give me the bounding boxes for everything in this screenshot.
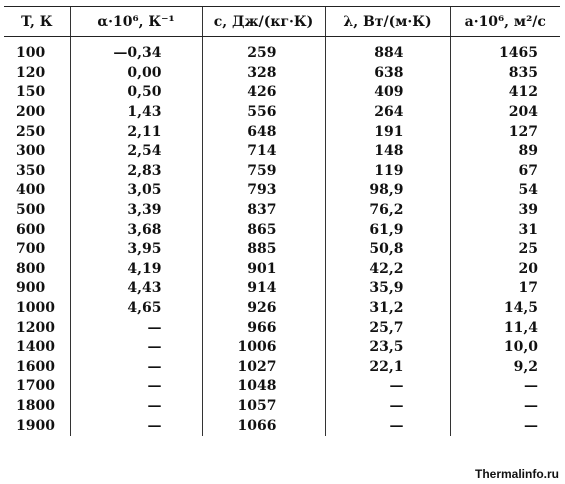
cell-thermal-conductivity: 31,2 <box>325 299 450 319</box>
cell-heat-capacity: 926 <box>202 299 325 319</box>
cell-thermal-conductivity: 25,7 <box>325 318 450 338</box>
cell-thermal-conductivity: 76,2 <box>325 201 450 221</box>
cell-thermal-conductivity: 638 <box>325 64 450 84</box>
cell-thermal-diffusivity: 9,2 <box>450 358 560 378</box>
header-temperature: T, К <box>4 7 70 37</box>
cell-heat-capacity: 648 <box>202 122 325 142</box>
cell-thermal-conductivity: 98,9 <box>325 181 450 201</box>
table-row <box>4 279 560 299</box>
cell-expansion-coefficient: —0,34 <box>70 37 202 64</box>
cell-heat-capacity: 901 <box>202 260 325 280</box>
cell-heat-capacity: 966 <box>202 318 325 338</box>
cell-expansion-coefficient: 3,39 <box>70 201 202 221</box>
table-row <box>4 64 560 84</box>
cell-thermal-diffusivity: 31 <box>450 220 560 240</box>
cell-temperature: 150 <box>16 84 46 101</box>
cell-thermal-conductivity: 23,5 <box>325 338 450 358</box>
cell-temperature: 350 <box>16 162 46 179</box>
cell-temperature: 1600 <box>16 358 55 375</box>
cell-thermal-conductivity: 50,8 <box>325 240 450 260</box>
table-row <box>4 338 560 358</box>
cell-thermal-diffusivity: 20 <box>450 260 560 280</box>
cell-heat-capacity: 865 <box>202 220 325 240</box>
cell-expansion-coefficient: 1,43 <box>70 103 202 123</box>
cell-thermal-diffusivity: 14,5 <box>450 299 560 319</box>
cell-temperature: 800 <box>16 260 46 277</box>
cell-thermal-conductivity: — <box>325 416 450 436</box>
cell-temperature: 1700 <box>16 378 55 395</box>
cell-expansion-coefficient: 3,05 <box>70 181 202 201</box>
cell-thermal-conductivity: 35,9 <box>325 279 450 299</box>
cell-thermal-diffusivity: — <box>450 397 560 417</box>
table-row <box>4 397 560 417</box>
cell-heat-capacity: 885 <box>202 240 325 260</box>
cell-expansion-coefficient: 3,95 <box>70 240 202 260</box>
cell-expansion-coefficient: 0,50 <box>70 83 202 103</box>
cell-thermal-diffusivity: 89 <box>450 142 560 162</box>
cell-heat-capacity: 837 <box>202 201 325 221</box>
cell-thermal-diffusivity: 127 <box>450 122 560 142</box>
cell-temperature: 700 <box>16 241 46 258</box>
cell-expansion-coefficient: 2,83 <box>70 162 202 182</box>
cell-heat-capacity: 426 <box>202 83 325 103</box>
cell-thermal-conductivity: 42,2 <box>325 260 450 280</box>
cell-temperature: 100 <box>16 45 46 62</box>
table-row <box>4 162 560 182</box>
cell-expansion-coefficient: 0,00 <box>70 64 202 84</box>
cell-temperature: 1200 <box>16 319 55 336</box>
cell-thermal-diffusivity: 1465 <box>450 37 560 64</box>
cell-expansion-coefficient: — <box>70 416 202 436</box>
table-row <box>4 220 560 240</box>
header-heat-capacity: c, Дж/(кг·К) <box>202 7 325 37</box>
cell-expansion-coefficient: 2,54 <box>70 142 202 162</box>
table-row <box>4 122 560 142</box>
table-row <box>4 181 560 201</box>
header-row <box>4 7 560 37</box>
cell-expansion-coefficient: — <box>70 377 202 397</box>
cell-temperature: 600 <box>16 221 46 238</box>
cell-temperature: 1800 <box>16 397 55 414</box>
cell-temperature: 400 <box>16 182 46 199</box>
cell-thermal-conductivity: 22,1 <box>325 358 450 378</box>
cell-heat-capacity: 714 <box>202 142 325 162</box>
cell-temperature: 1400 <box>16 339 55 356</box>
table-row <box>4 358 560 378</box>
cell-temperature: 1900 <box>16 417 55 434</box>
cell-thermal-diffusivity: — <box>450 377 560 397</box>
cell-expansion-coefficient: — <box>70 358 202 378</box>
cell-temperature: 250 <box>16 123 46 140</box>
cell-temperature: 500 <box>16 202 46 219</box>
table-row <box>4 201 560 221</box>
cell-thermal-diffusivity: 54 <box>450 181 560 201</box>
data-table <box>4 6 560 436</box>
cell-heat-capacity: 1057 <box>202 397 325 417</box>
cell-temperature: 200 <box>16 104 46 121</box>
table-row <box>4 142 560 162</box>
cell-expansion-coefficient: — <box>70 338 202 358</box>
cell-thermal-conductivity: 884 <box>325 37 450 64</box>
cell-thermal-diffusivity: 11,4 <box>450 318 560 338</box>
cell-temperature: 1000 <box>16 300 55 317</box>
cell-heat-capacity: 1066 <box>202 416 325 436</box>
cell-thermal-conductivity: 264 <box>325 103 450 123</box>
cell-temperature: 300 <box>16 143 46 160</box>
table-row <box>4 37 560 64</box>
cell-expansion-coefficient: — <box>70 318 202 338</box>
cell-heat-capacity: 914 <box>202 279 325 299</box>
cell-expansion-coefficient: 4,43 <box>70 279 202 299</box>
header-expansion-coefficient: α·10⁶, К⁻¹ <box>70 7 202 37</box>
table-row <box>4 83 560 103</box>
cell-thermal-diffusivity: 204 <box>450 103 560 123</box>
cell-heat-capacity: 1027 <box>202 358 325 378</box>
cell-heat-capacity: 793 <box>202 181 325 201</box>
cell-thermal-diffusivity: 39 <box>450 201 560 221</box>
cell-thermal-diffusivity: 67 <box>450 162 560 182</box>
table-row <box>4 240 560 260</box>
cell-thermal-conductivity: 148 <box>325 142 450 162</box>
cell-heat-capacity: 759 <box>202 162 325 182</box>
cell-thermal-diffusivity: — <box>450 416 560 436</box>
table-body <box>4 37 560 436</box>
cell-expansion-coefficient: — <box>70 397 202 417</box>
cell-temperature: 900 <box>16 280 46 297</box>
cell-thermal-conductivity: 191 <box>325 122 450 142</box>
cell-thermal-diffusivity: 25 <box>450 240 560 260</box>
cell-heat-capacity: 259 <box>202 37 325 64</box>
table-row <box>4 299 560 319</box>
header-thermal-diffusivity: a·10⁶, м²/c <box>450 7 560 37</box>
table-row <box>4 260 560 280</box>
cell-heat-capacity: 1048 <box>202 377 325 397</box>
cell-thermal-conductivity: 409 <box>325 83 450 103</box>
cell-thermal-diffusivity: 835 <box>450 64 560 84</box>
cell-thermal-diffusivity: 10,0 <box>450 338 560 358</box>
site-watermark: Thermalinfo.ru <box>474 467 559 481</box>
cell-thermal-conductivity: — <box>325 377 450 397</box>
cell-temperature: 120 <box>16 64 46 81</box>
header-thermal-conductivity: λ, Вт/(м·К) <box>325 7 450 37</box>
cell-expansion-coefficient: 3,68 <box>70 220 202 240</box>
table-row <box>4 416 560 436</box>
cell-thermal-conductivity: 119 <box>325 162 450 182</box>
cell-thermal-conductivity: — <box>325 397 450 417</box>
cell-expansion-coefficient: 4,65 <box>70 299 202 319</box>
cell-thermal-diffusivity: 412 <box>450 83 560 103</box>
cell-heat-capacity: 556 <box>202 103 325 123</box>
table-row <box>4 377 560 397</box>
cell-expansion-coefficient: 4,19 <box>70 260 202 280</box>
table-row <box>4 318 560 338</box>
cell-expansion-coefficient: 2,11 <box>70 122 202 142</box>
cell-thermal-diffusivity: 17 <box>450 279 560 299</box>
cell-heat-capacity: 328 <box>202 64 325 84</box>
table-row <box>4 103 560 123</box>
cell-thermal-conductivity: 61,9 <box>325 220 450 240</box>
cell-heat-capacity: 1006 <box>202 338 325 358</box>
